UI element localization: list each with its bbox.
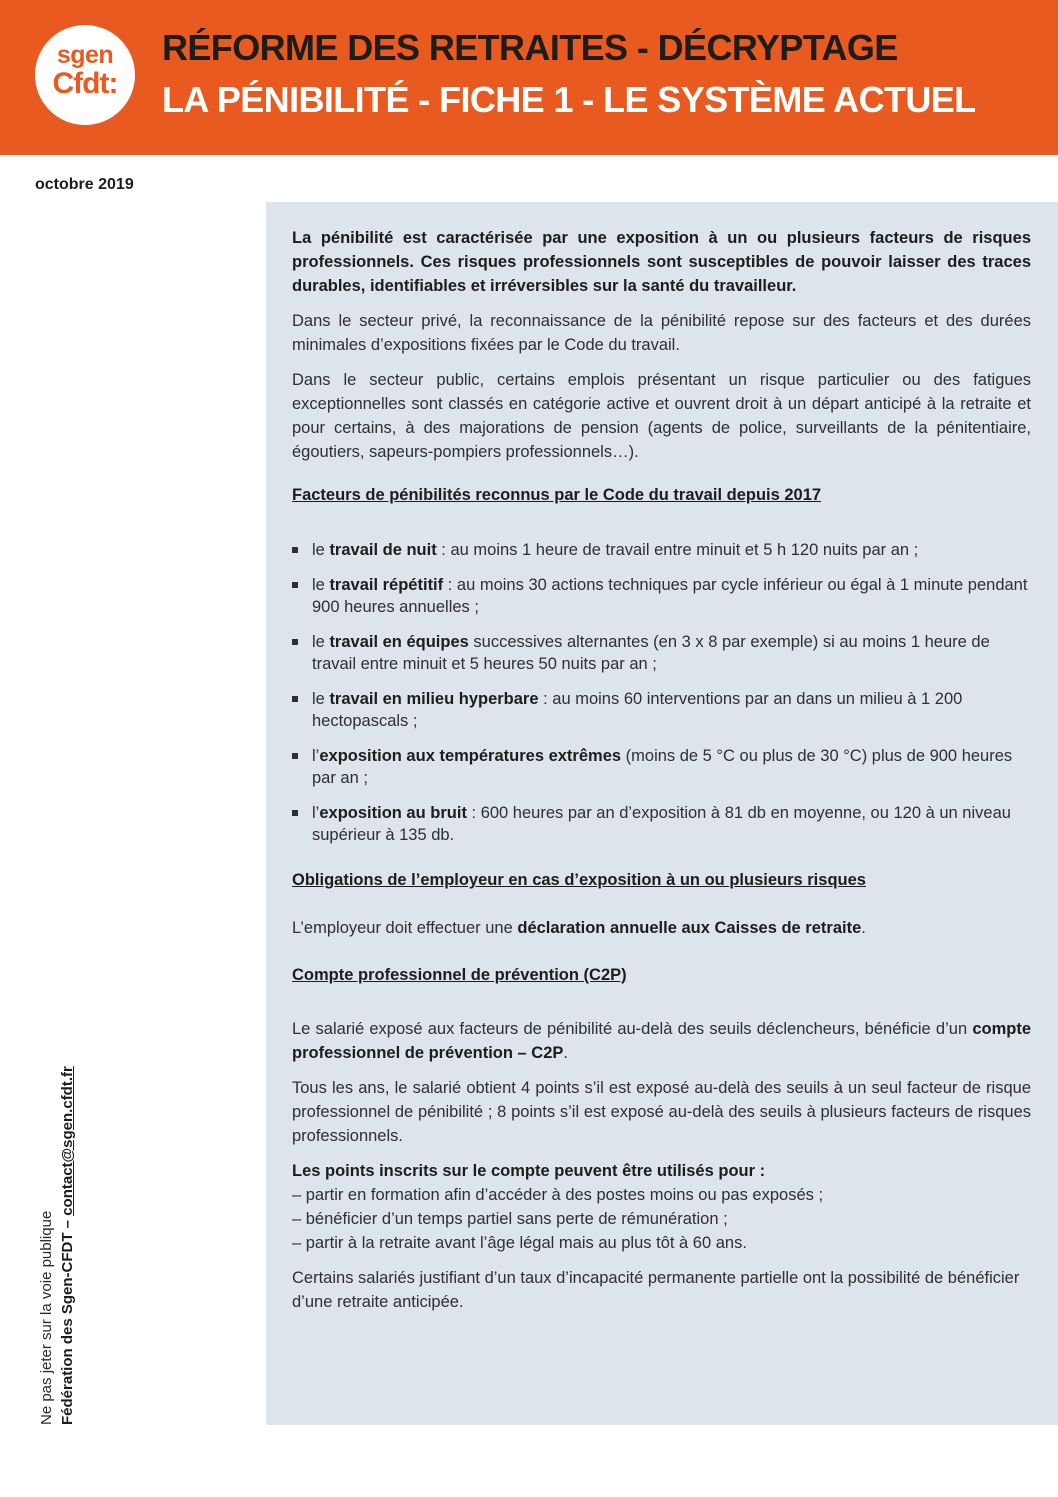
bullet-icon bbox=[292, 810, 298, 816]
publication-date: octobre 2019 bbox=[35, 176, 134, 193]
footer-federation bbox=[57, 1066, 78, 1425]
list-item bbox=[292, 688, 1031, 732]
factors-list bbox=[292, 539, 1031, 846]
federation-name: Fédération des Sgen-CFDT – bbox=[59, 1215, 76, 1425]
list-item bbox=[292, 802, 1031, 846]
document-title: RÉFORME DES RETRAITES - DÉCRYPTAGE bbox=[162, 27, 898, 68]
c2p-end: . bbox=[563, 1044, 568, 1062]
bullet-icon bbox=[292, 547, 298, 553]
bullet-icon bbox=[292, 753, 298, 759]
factor-prefix: l’ bbox=[312, 804, 320, 822]
list-item bbox=[292, 574, 1031, 618]
factor-name: exposition au bruit bbox=[319, 804, 467, 822]
factor-detail: successives alternantes (en 3 x 8 par exemple) si au moins 1 heure de travail entre minuit et 5 heures 50 nuits par an ; bbox=[312, 633, 990, 673]
private-sector-paragraph: Dans le secteur privé, la reconnaissance de la pénibilité repose sur des facteurs et des durées minimales d’expositions fixées par le Code du travail. bbox=[292, 312, 1031, 354]
header-banner bbox=[0, 0, 1058, 155]
factor-name: travail en milieu hyperbare bbox=[329, 690, 539, 708]
c2p-paragraph bbox=[292, 1017, 1031, 1065]
intro-paragraph: La pénibilité est caractérisée par une exposition à un ou plusieurs facteurs de risques professionnels. Ces risques professionnels sont susceptibles de pouvoir laisser des traces durables, identifiables et irréversibles sur la santé du travailleur. bbox=[292, 229, 1031, 295]
c2p-heading: Compte professionnel de prévention (C2P) bbox=[292, 966, 627, 984]
points-use-item: – bénéficier d’un temps partiel sans perte de rémunération ; bbox=[292, 1210, 728, 1228]
bullet-icon bbox=[292, 582, 298, 588]
public-sector-paragraph: Dans le secteur public, certains emplois présentant un risque particulier ou des fatigues exceptionnelles sont classés en catégorie active et ouvrent droit à un départ anticipé à la retraite et pour certains, à des majorations de pension (agents de police, surveillants de la pénitentiaire, égoutiers, sapeurs-pompiers professionnels…). bbox=[292, 371, 1031, 461]
factor-prefix: l’ bbox=[312, 747, 320, 765]
side-footer bbox=[36, 1066, 78, 1425]
logo-text-top: sgen bbox=[56, 41, 114, 69]
factor-detail: : au moins 60 interventions par an dans un milieu à 1 200 hectopascals ; bbox=[312, 690, 963, 730]
obligation-end: . bbox=[861, 919, 866, 937]
factor-name: travail en équipes bbox=[329, 633, 469, 651]
obligation-paragraph bbox=[292, 916, 1031, 940]
factor-detail: : au moins 30 actions techniques par cycle inférieur ou égal à 1 minute pendant 900 heures annuelles ; bbox=[312, 576, 1028, 616]
factor-name: travail répétitif bbox=[329, 576, 444, 594]
factor-prefix: le bbox=[312, 690, 330, 708]
bullet-icon bbox=[292, 639, 298, 645]
points-paragraph: Tous les ans, le salarié obtient 4 points s’il est exposé au-delà des seuils à un seul facteur de risque professionnel de pénibilité ; 8 points s’il est exposé au-delà des seuils à plusieurs facteurs de risques professionnels. bbox=[292, 1079, 1031, 1145]
factor-detail: : au moins 1 heure de travail entre minuit et 5 h 120 nuits par an ; bbox=[436, 541, 919, 559]
closing-paragraph: Certains salariés justifiant d’un taux d’incapacité permanente partielle ont la possibilité de bénéficier d’une retraite anticipée. bbox=[292, 1269, 1020, 1311]
obligations-heading: Obligations de l’employeur en cas d’exposition à un ou plusieurs risques bbox=[292, 871, 866, 889]
factor-name: exposition aux températures extrêmes bbox=[319, 747, 622, 765]
list-item bbox=[292, 539, 1031, 561]
points-uses-title: Les points inscrits sur le compte peuvent être utilisés pour : bbox=[292, 1162, 766, 1180]
factor-prefix: le bbox=[312, 633, 330, 651]
factors-heading: Facteurs de pénibilités reconnus par le Code du travail depuis 2017 bbox=[292, 486, 822, 504]
footer-notice: Ne pas jeter sur la voie publique bbox=[38, 1210, 55, 1425]
c2p-text: Le salarié exposé aux facteurs de pénibilité au-delà des seuils déclencheurs, bénéficie d’un bbox=[292, 1020, 973, 1038]
factor-prefix: le bbox=[312, 541, 330, 559]
list-item bbox=[292, 631, 1031, 675]
document-subtitle: LA PÉNIBILITÉ - FICHE 1 - LE SYSTÈME ACTUEL bbox=[162, 79, 976, 120]
c2p-emphasis: compte professionnel de prévention – C2P bbox=[292, 1020, 1031, 1062]
bullet-icon bbox=[292, 696, 298, 702]
obligation-emphasis: déclaration annuelle aux Caisses de retraite bbox=[517, 919, 862, 937]
factor-detail: (moins de 5 °C ou plus de 30 °C) plus de 900 heures par an ; bbox=[312, 747, 1013, 787]
factor-name: travail de nuit bbox=[329, 541, 437, 559]
factor-detail: : 600 heures par an d’exposition à 81 db en moyenne, ou 120 à un niveau supérieur à 135 db. bbox=[312, 804, 1011, 844]
points-use-item: – partir en formation afin d’accéder à des postes moins ou pas exposés ; bbox=[292, 1186, 824, 1204]
sgen-cfdt-logo bbox=[35, 25, 135, 125]
points-use-item: – partir à la retraite avant l’âge légal mais au plus tôt à 60 ans. bbox=[292, 1234, 747, 1252]
contact-email-link[interactable]: contact@sgen.cfdt.fr bbox=[59, 1066, 76, 1216]
list-item bbox=[292, 745, 1031, 789]
logo-text-bottom: Cfdt: bbox=[52, 67, 118, 100]
main-content bbox=[292, 226, 1031, 1325]
factor-prefix: le bbox=[312, 576, 330, 594]
obligation-text: L’employeur doit effectuer une bbox=[292, 919, 518, 937]
